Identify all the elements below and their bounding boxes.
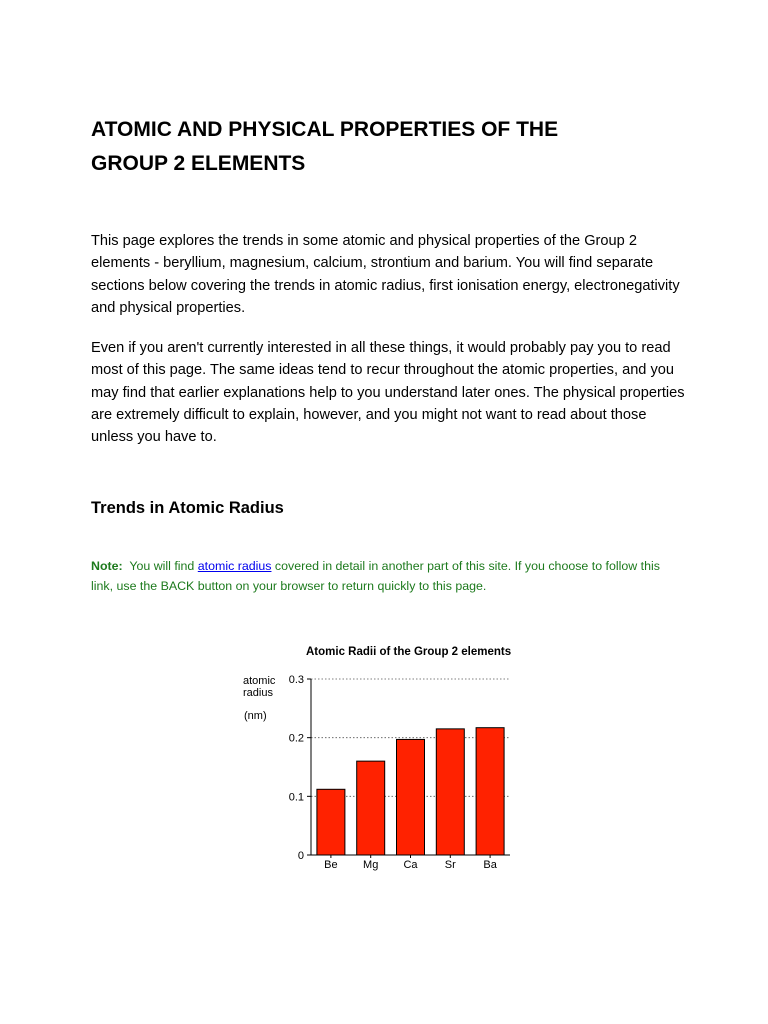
chart-x-tick-label: Be bbox=[324, 859, 338, 871]
second-paragraph: Even if you aren't currently interested in all these things, it would probably pay you to read most of this page. The same ideas tend to recur throughout the atomic properties, and you may find that earlier explanations help to you understand later ones. The physical properties are extremely difficult to explain, however, and you might not want to read about those unless you have to. bbox=[91, 340, 685, 446]
chart-x-tick-label: Sr bbox=[444, 859, 456, 871]
page-title-line-1: ATOMIC AND PHYSICAL PROPERTIES OF THE bbox=[91, 118, 559, 141]
chart-bar-be bbox=[317, 789, 345, 855]
chart-ylabel-line-2: radius bbox=[243, 687, 273, 699]
chart-x-ticks bbox=[324, 855, 498, 871]
note-text-before-link: You will find bbox=[129, 559, 195, 573]
chart-ylabel-line-1: atomic bbox=[243, 675, 276, 687]
chart-y-tick-label: 0.3 bbox=[288, 674, 304, 686]
chart-x-tick-label: Mg bbox=[363, 859, 379, 871]
atomic-radius-link[interactable]: atomic radius bbox=[197, 559, 272, 573]
page-title bbox=[91, 113, 691, 181]
chart-y-tick-label: 0.1 bbox=[288, 791, 304, 804]
chart-bar-ba bbox=[476, 728, 504, 855]
chart-title: Atomic Radii of the Group 2 elements bbox=[306, 646, 512, 658]
chart-bar-sr bbox=[436, 729, 464, 855]
note-box bbox=[91, 557, 681, 596]
chart-y-tick-label: 0.2 bbox=[288, 732, 304, 745]
chart-bar-ca bbox=[397, 739, 425, 855]
intro-paragraph: This page explores the trends in some atomic and physical properties of the Group 2 elements - beryllium, magnesium, calcium, strontium and barium. You will find separate sections below covering the trends in atomic radius, first ionisation energy, electronegativity and physical properties. bbox=[91, 233, 680, 316]
chart-ylabel-unit: (nm) bbox=[244, 710, 267, 722]
chart-x-tick-label: Ba bbox=[483, 859, 497, 871]
atomic-radii-chart bbox=[230, 638, 530, 878]
chart-y-ticks bbox=[289, 674, 311, 862]
section-heading-atomic-radius: Trends in Atomic Radius bbox=[91, 499, 284, 517]
chart-bars bbox=[317, 728, 504, 855]
note-text-after-link: covered in detail in another part of this site. If you choose to follow this link, use the BACK button on your browser to return quickly to this page. bbox=[91, 559, 660, 593]
chart-bar-mg bbox=[357, 761, 385, 855]
chart-y-tick-label: 0 bbox=[297, 850, 304, 862]
chart-x-tick-label: Ca bbox=[403, 859, 418, 871]
page-title-line-2: GROUP 2 ELEMENTS bbox=[91, 152, 306, 175]
note-label: Note: bbox=[91, 559, 123, 573]
